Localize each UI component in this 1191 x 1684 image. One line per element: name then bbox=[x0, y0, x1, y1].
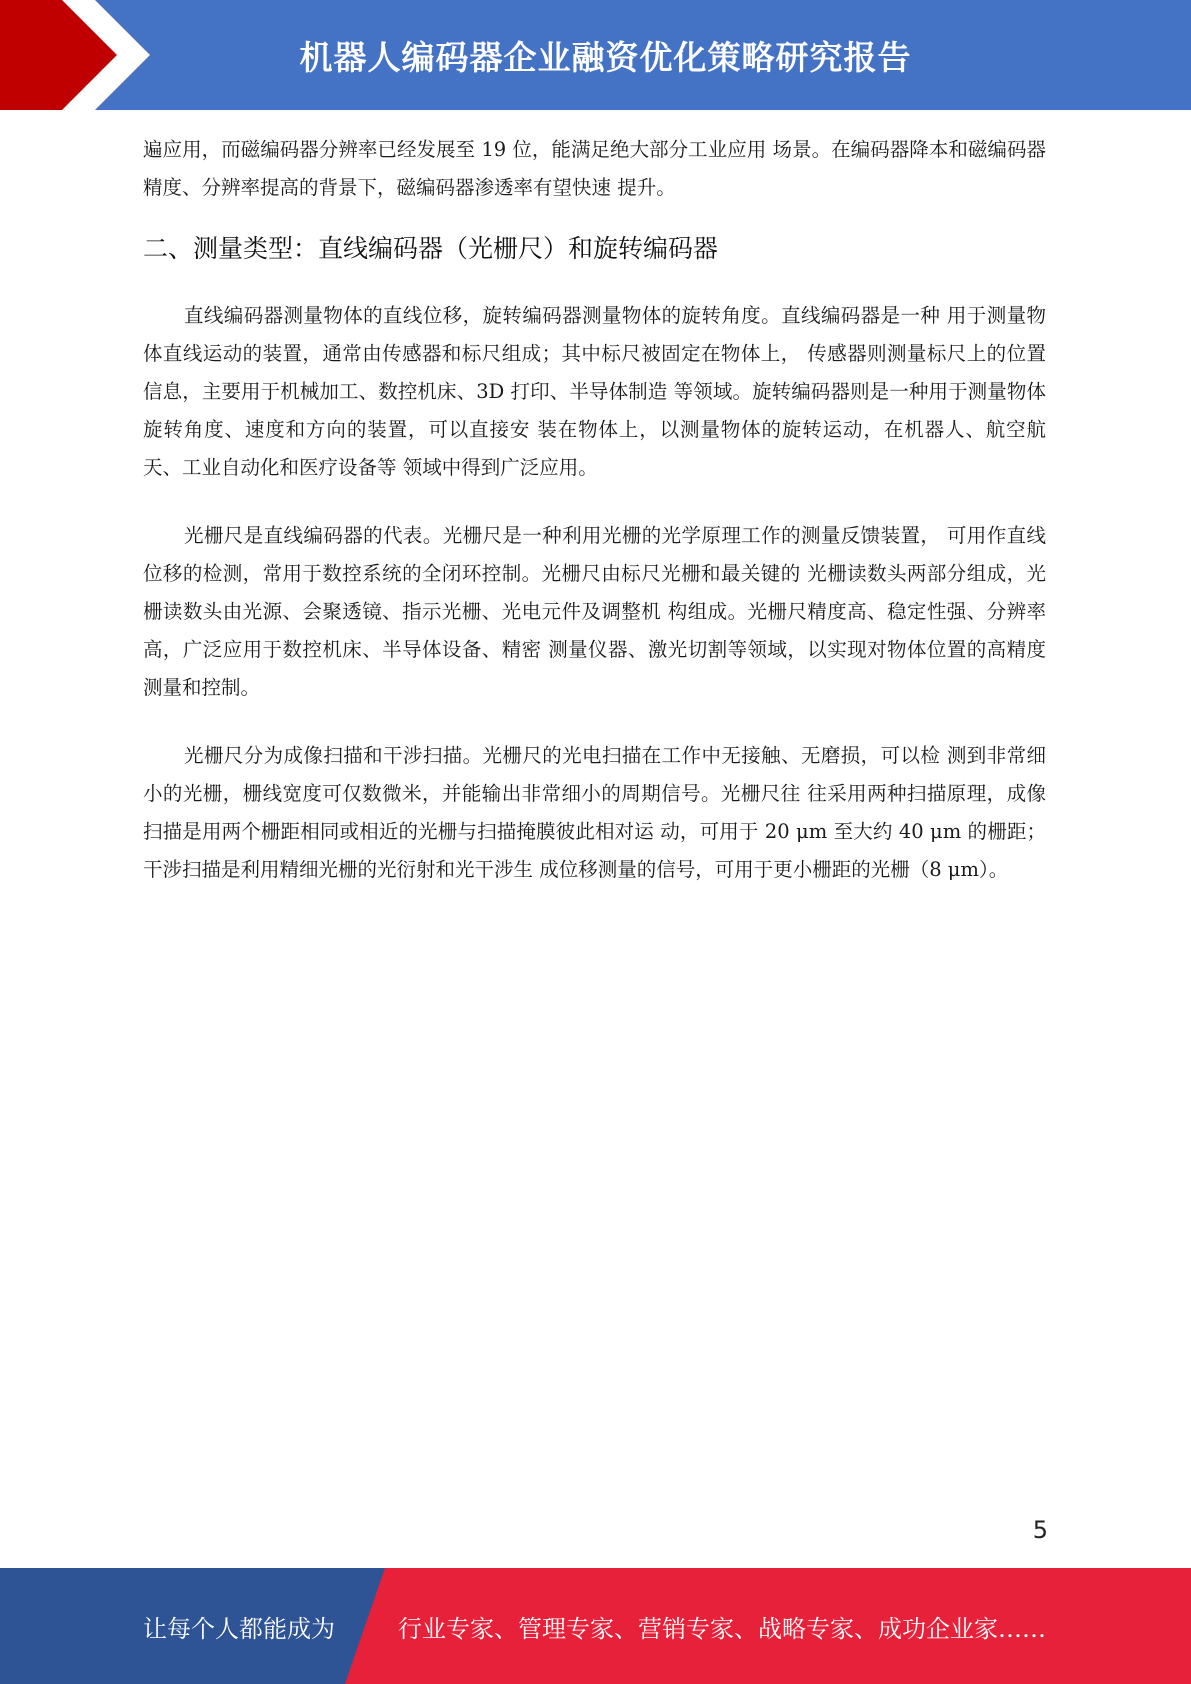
paragraph-grating-scale: 光栅尺是直线编码器的代表。光栅尺是一种利用光栅的光学原理工作的测量反馈装置， 可用作直线位移的检测，常用于数控系统的全闭环控制。光栅尺由标尺光栅和最关键的 光栅读数头两部分组成，光栅读数头由光源、会聚透镜、指示光栅、光电元件及调整机 构组成。光栅尺精度高、稳定性强、分辨率高，广泛应用于数控机床、半导体设备、精密 测量仪器、激光切割等领域，以实现对物体位置的高精度测量和控制。 bbox=[143, 524, 1046, 699]
paragraph-scanning-types: 光栅尺分为成像扫描和干涉扫描。光栅尺的光电扫描在工作中无接触、无磨损，可以检 测到非常细小的光栅，栅线宽度可仅数微米，并能输出非常细小的周期信号。光栅尺往 往采用两种扫描原理，成像扫描是用两个栅距相同或相近的光栅与扫描掩膜彼此相对运 动，可用于 20 μm 至大约 40 μm 的栅距；干涉扫描是利用精细光栅的光衍射和光干涉生 成位移测量的信号，可用于更小栅距的光栅（8 μm）。 bbox=[143, 744, 1046, 881]
paragraph-linear-rotary: 直线编码器测量物体的直线位移，旋转编码器测量物体的旋转角度。直线编码器是一种 用于测量物体直线运动的装置，通常由传感器和标尺组成；其中标尺被固定在物体上， 传感器则测量标尺上的位置信息，主要用于机械加工、数控机床、3D 打印、半导体制造 等领域。旋转编码器则是一种用于测量物体旋转角度、速度和方向的装置，可以直接安 装在物体上，以测量物体的旋转运动，在机器人、航空航天、工业自动化和医疗设备等 领域中得到广泛应用。 bbox=[143, 304, 1046, 479]
report-footer bbox=[0, 1568, 1191, 1684]
intro-paragraph: 遍应用，而磁编码器分辨率已经发展至 19 位，能满足绝大部分工业应用 场景。在编码器降本和磁编码器精度、分辨率提高的背景下，磁编码器渗透率有望快速 提升。 bbox=[143, 138, 1046, 199]
report-title: 机器人编码器企业融资优化策略研究报告 bbox=[299, 37, 912, 77]
section-heading: 二、测量类型：直线编码器（光栅尺）和旋转编码器 bbox=[143, 234, 719, 263]
page-number: 5 bbox=[1032, 1516, 1048, 1544]
footer-roles: 行业专家、管理专家、营销专家、战略专家、成功企业家…… bbox=[398, 1614, 1046, 1643]
report-header bbox=[0, 0, 1191, 110]
footer-slogan: 让每个人都能成为 bbox=[143, 1614, 335, 1643]
page-content bbox=[143, 131, 1046, 889]
